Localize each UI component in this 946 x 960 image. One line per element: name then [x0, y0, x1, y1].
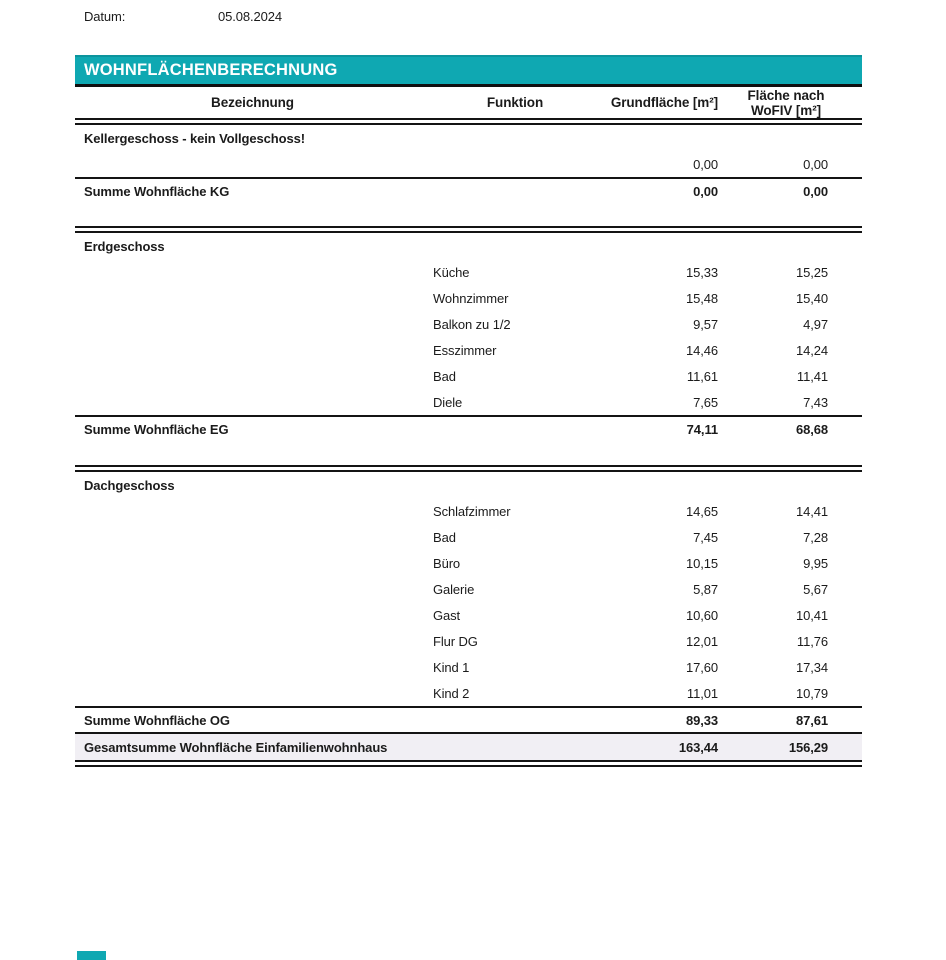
title-bar	[75, 55, 862, 87]
cell-grundflaeche: 12,01	[685, 633, 718, 649]
cell-funktion: Kind 2	[433, 685, 470, 701]
cell-woflv: 15,25	[795, 264, 828, 280]
summary-label: Summe Wohnfläche EG	[84, 421, 229, 437]
table-row	[75, 285, 862, 311]
col-header-woflv: Fläche nach WoFIV [m²]	[747, 87, 825, 118]
cell-grundflaeche: 15,48	[685, 290, 718, 306]
cell-woflv: 9,95	[803, 555, 828, 571]
date-value: 05.08.2024	[218, 9, 283, 24]
summary-woflv: 87,61	[795, 712, 828, 728]
separator-line	[75, 226, 862, 233]
grand-total-woflv: 156,29	[788, 739, 828, 755]
col-header-bezeichnung: Bezeichnung	[211, 95, 294, 110]
summary-label: Summe Wohnfläche KG	[84, 183, 230, 199]
cell-woflv: 11,76	[796, 633, 828, 649]
section-heading-dachgeschoss: Dachgeschoss	[84, 478, 175, 493]
table-row	[75, 151, 862, 177]
cell-funktion: Kind 1	[433, 659, 470, 675]
table-row	[75, 259, 862, 285]
cell-woflv: 15,40	[795, 290, 828, 306]
cell-funktion: Büro	[433, 555, 461, 571]
table-row	[75, 602, 862, 628]
cell-grundflaeche: 11,61	[686, 368, 718, 384]
summary-row-eg	[75, 415, 862, 441]
cell-grundflaeche: 9,57	[693, 316, 718, 332]
summary-grundflaeche: 89,33	[685, 712, 718, 728]
grand-total-label: Gesamtsumme Wohnfläche Einfamilienwohnhaus	[84, 739, 388, 755]
cell-woflv: 4,97	[803, 316, 828, 332]
summary-woflv: 0,00	[803, 183, 828, 199]
cell-woflv: 14,24	[795, 342, 828, 358]
cell-grundflaeche: 15,33	[685, 264, 718, 280]
table-row	[75, 337, 862, 363]
page-title: WOHNFLÄCHENBERECHNUNG	[84, 61, 338, 79]
table-row	[75, 389, 862, 415]
cell-grundflaeche: 5,87	[693, 581, 718, 597]
cell-funktion: Küche	[433, 264, 470, 280]
cell-grundflaeche: 7,45	[693, 529, 718, 545]
summary-woflv: 68,68	[795, 421, 828, 437]
col-header-funktion: Funktion	[486, 95, 544, 110]
grand-total-row	[75, 732, 862, 760]
cell-woflv: 17,34	[795, 659, 828, 675]
cell-funktion: Gast	[433, 607, 461, 623]
cell-grundflaeche: 11,01	[686, 685, 718, 701]
separator-line	[75, 760, 862, 767]
date-row	[84, 9, 283, 24]
table-row	[75, 498, 862, 524]
cell-grundflaeche: 10,60	[685, 607, 718, 623]
cell-grundflaeche: 14,65	[685, 503, 718, 519]
cell-grundflaeche: 0,00	[693, 156, 718, 172]
separator-line	[75, 118, 862, 125]
cell-grundflaeche: 17,60	[685, 659, 718, 675]
table-row	[75, 363, 862, 389]
table-row	[75, 311, 862, 337]
table-row	[75, 654, 862, 680]
next-section-bar-sliver	[77, 951, 106, 960]
cell-funktion: Wohnzimmer	[433, 290, 509, 306]
separator-line	[75, 465, 862, 472]
section-heading-erdgeschoss: Erdgeschoss	[84, 239, 165, 254]
cell-woflv: 7,28	[803, 529, 828, 545]
cell-woflv: 7,43	[803, 394, 828, 410]
grand-total-grundflaeche: 163,44	[678, 739, 718, 755]
wohnflaechen-table	[75, 55, 862, 767]
summary-row-kg	[75, 177, 862, 203]
table-row	[75, 576, 862, 602]
cell-woflv: 0,00	[803, 156, 828, 172]
cell-funktion: Galerie	[433, 581, 475, 597]
table-row	[75, 680, 862, 706]
table-row	[75, 524, 862, 550]
cell-woflv: 11,41	[796, 368, 828, 384]
col-header-grundflaeche: Grundfläche [m²]	[610, 95, 718, 110]
section-gap	[75, 203, 862, 226]
date-label: Datum:	[84, 9, 126, 24]
summary-grundflaeche: 0,00	[693, 183, 718, 199]
summary-grundflaeche: 74,11	[686, 421, 718, 437]
cell-funktion: Balkon zu 1/2	[433, 316, 511, 332]
section-gap	[75, 441, 862, 465]
cell-woflv: 5,67	[803, 581, 828, 597]
summary-label: Summe Wohnfläche OG	[84, 712, 230, 728]
cell-woflv: 10,41	[795, 607, 828, 623]
cell-funktion: Bad	[433, 529, 456, 545]
cell-funktion: Bad	[433, 368, 456, 384]
cell-woflv: 10,79	[795, 685, 828, 701]
table-row	[75, 628, 862, 654]
section-heading-kellergeschoss: Kellergeschoss - kein Vollgeschoss!	[84, 131, 305, 146]
cell-grundflaeche: 10,15	[685, 555, 718, 571]
table-row	[75, 550, 862, 576]
cell-funktion: Schlafzimmer	[433, 503, 511, 519]
cell-funktion: Esszimmer	[433, 342, 497, 358]
cell-grundflaeche: 14,46	[685, 342, 718, 358]
cell-grundflaeche: 7,65	[693, 394, 718, 410]
cell-funktion: Diele	[433, 394, 463, 410]
cell-woflv: 14,41	[795, 503, 828, 519]
cell-funktion: Flur DG	[433, 633, 478, 649]
summary-row-og	[75, 706, 862, 732]
column-header-row	[75, 87, 862, 118]
